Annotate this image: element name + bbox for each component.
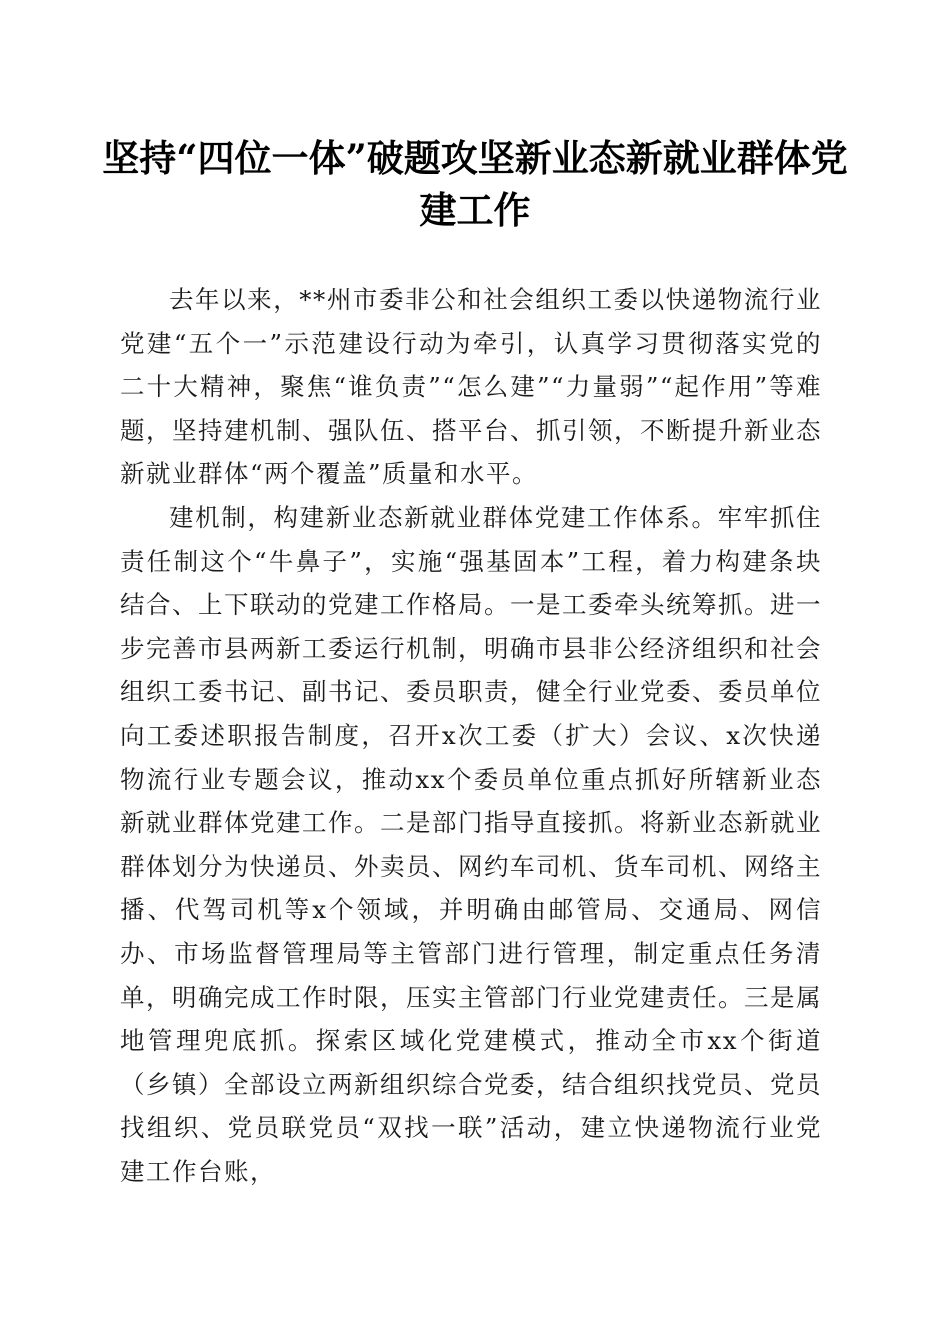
document-body: [120, 278, 822, 1193]
document-title: 坚持“四位一体”破题攻坚新业态新就业群体党建工作: [102, 136, 848, 232]
paragraph-mechanism: 建机制，构建新业态新就业群体党建工作体系。牢牢抓住责任制这个“牛鼻子”，实施“强基固本”工程，着力构建条块结合、上下联动的党建工作格局。一是工委牵头统筹抓。进一步完善市县两新工委运行机制，明确市县非公经济组织和社会组织工委书记、副书记、委员职责，健全行业党委、委员单位向工委述职报告制度，召开x次工委（扩大）会议、x次快递物流行业专题会议，推动xx个委员单位重点抓好所辖新业态新就业群体党建工作。二是部门指导直接抓。将新业态新就业群体划分为快递员、外卖员、网约车司机、货车司机、网络主播、代驾司机等x个领域，并明确由邮管局、交通局、网信办、市场监督管理局等主管部门进行管理，制定重点任务清单，明确完成工作时限，压实主管部门行业党建责任。三是属地管理兜底抓。探索区域化党建模式，推动全市xx个街道（乡镇）全部设立两新组织综合党委，结合组织找党员、党员找组织、党员联党员“双找一联”活动，建立快递物流行业党建工作台账，: [120, 502, 822, 1186]
paragraph-intro: 去年以来，**州市委非公和社会组织工委以快递物流行业党建“五个一”示范建设行动为牵引，认真学习贯彻落实党的二十大精神，聚焦“谁负责”“怎么建”“力量弱”“起作用”等难题，坚持建机制、强队伍、搭平台、抓引领，不断提升新业态新就业群体“两个覆盖”质量和水平。: [120, 285, 822, 489]
